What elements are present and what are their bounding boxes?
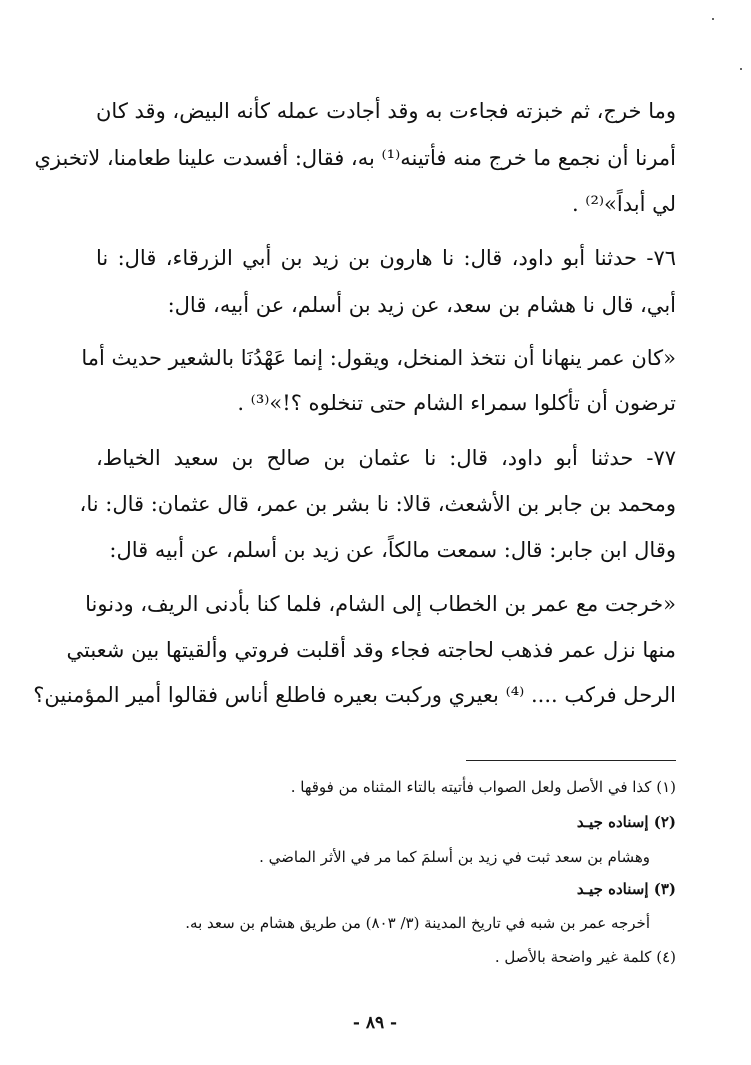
footnote-4: (٤) كلمة غير واضحة بالأصل . (494, 948, 676, 966)
footnote-divider (466, 760, 676, 761)
scan-speck (740, 68, 742, 70)
footnote-2-heading: (٢) إسناده جيـد (576, 813, 676, 831)
body-line: وقال ابن جابر: قال: سمعت مالكاً، عن زيد بن أسلم، عن أبيه قال: (109, 538, 676, 562)
hadith-77-line: ٧٧- حدثنا أبو داود، قال: نا عثمان بن صالح بن سعيد الخياط، (96, 446, 676, 470)
body-line: ترضون أن تأكلوا سمراء الشام حتى تنخلوه ؟!»⁽³⁾ . (237, 391, 676, 415)
page-number: - ٨٩ - (352, 1013, 398, 1033)
body-line: «خرجت مع عمر بن الخطاب إلى الشام، فلما كنا بأدنى الريف، ودنونا (85, 592, 676, 616)
body-line: لي أبداً»⁽²⁾ . (571, 192, 676, 216)
body-line: وما خرج، ثم خبزته فجاءت به وقد أجادت عمله كأنه البيض، وقد كان (96, 99, 676, 123)
body-line: أبي، قال نا هشام بن سعد، عن زيد بن أسلم، عن أبيه، قال: (167, 293, 676, 317)
body-line: «كان عمر ينهانا أن نتخذ المنخل، ويقول: إنما عَهْدُنَا بالشعير حديث أما (81, 346, 676, 370)
footnote-1: (١) كذا في الأصل ولعل الصواب فأتيته بالتاء المثناه من فوقها . (290, 778, 676, 796)
hadith-76-line: ٧٦- حدثنا أبو داود، قال: نا هارون بن زيد بن أبي الزرقاء، قال: نا (96, 246, 676, 270)
scan-speck (712, 18, 714, 20)
body-line: أمرنا أن نجمع ما خرج منه فأتينه⁽¹⁾ به، فقال: أفسدت علينا طعامنا، لاتخبزي (34, 146, 676, 170)
body-line: الرحل فركب .... ⁽⁴⁾ بعيري وركبت بعيره فاطلع أناس فقالوا أمير المؤمنين؟ (33, 683, 676, 707)
body-line: منها نزل عمر فذهب لحاجته فجاء وقد أقلبت فروتي وألقيتها بين شعبتي (66, 638, 676, 662)
footnote-3-text: أخرجه عمر بن شبه في تاريخ المدينة (٣/ ٨٠٣) من طريق هشام بن سعد به. (185, 914, 650, 932)
footnote-2-text: وهشام بن سعد ثبت في زيد بن أسلمَ كما مر في الأثر الماضي . (259, 848, 650, 866)
footnote-3-heading: (٣) إسناده جيـد (576, 880, 676, 898)
body-line: ومحمد بن جابر بن الأشعث، قالا: نا بشر بن عمر، قال عثمان: قال: نا، (79, 492, 676, 516)
